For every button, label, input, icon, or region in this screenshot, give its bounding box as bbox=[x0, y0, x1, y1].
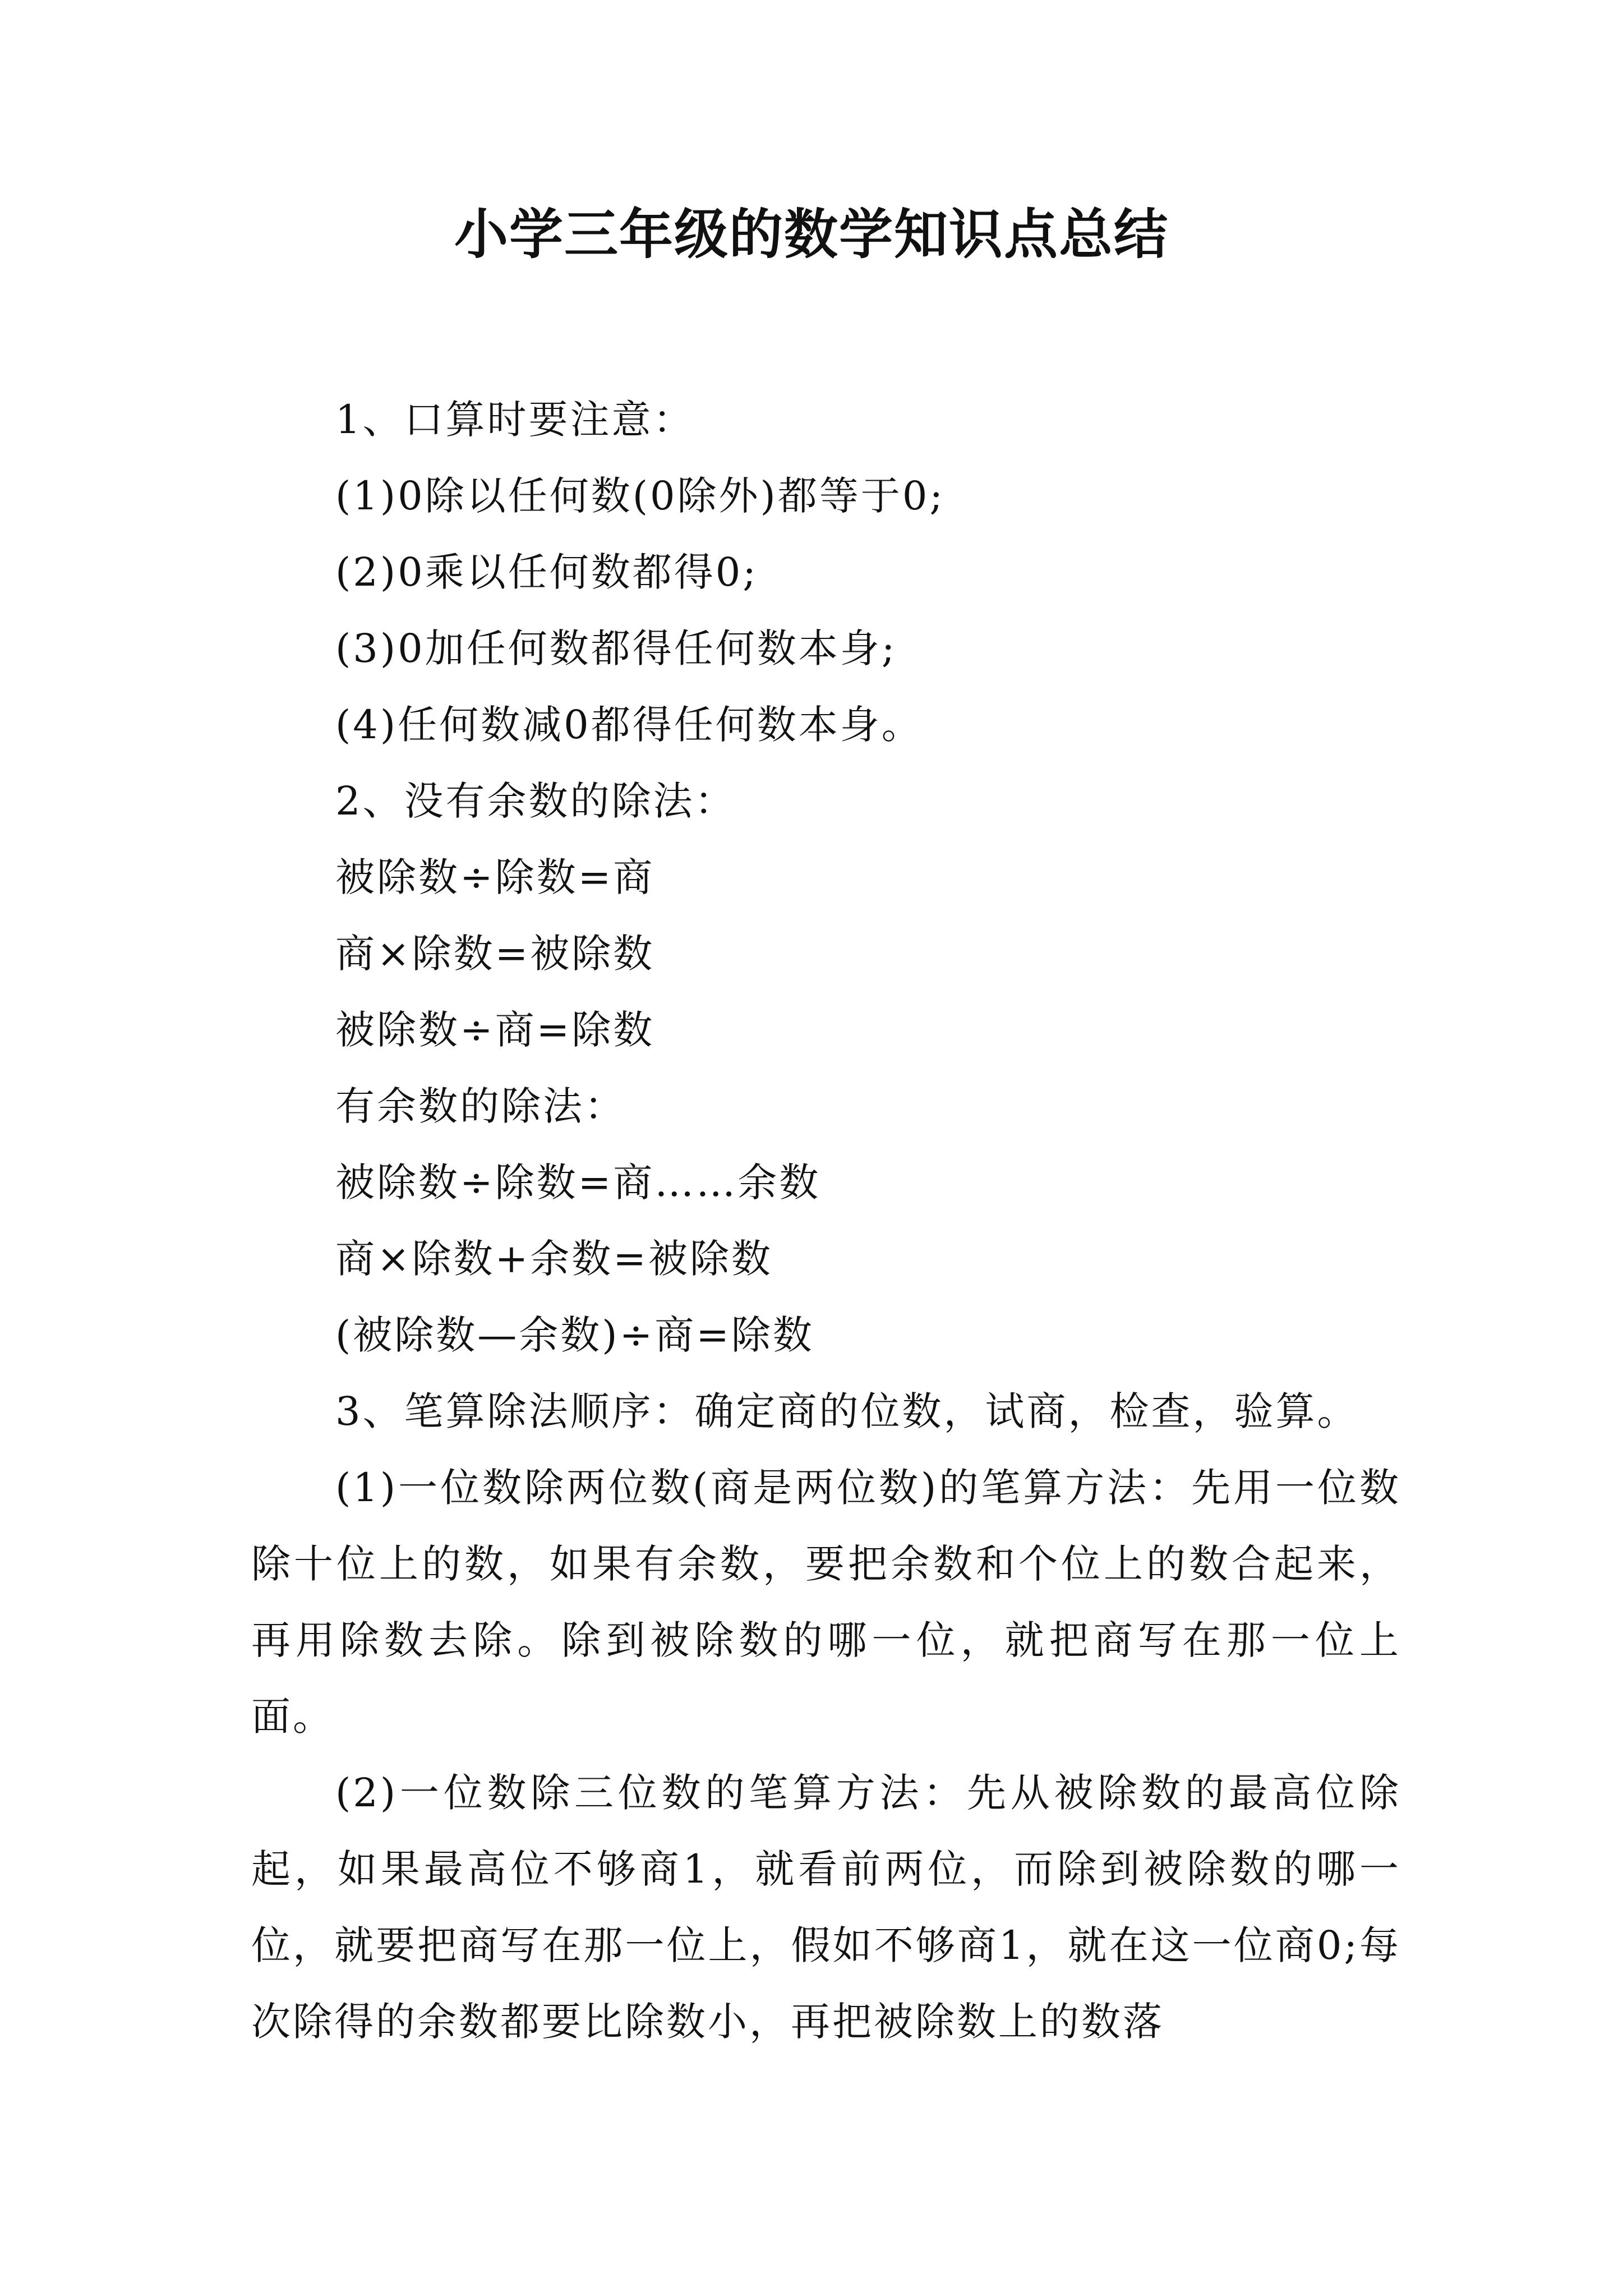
page-title: 小学三年级的数学知识点总结 bbox=[454, 203, 1169, 266]
text-line: 有余数的除法： bbox=[335, 1083, 626, 1129]
text-line: (被除数—余数)÷商=除数 bbox=[335, 1312, 814, 1358]
paragraph: (2)一位数除三位数的笔算方法：先从被除数的最高位除起，如果最高位不够商1，就看前两位，而除到被除数的哪一位，就要把商写在那一位上，假如不够商1，就在这一位商0;每次除得的余数都要比除数小，再把被除数上的数落 bbox=[251, 1770, 1401, 2045]
text-line: 1、口算时要注意： bbox=[335, 397, 695, 443]
text-line: (3)0加任何数都得任何数本身; bbox=[335, 625, 897, 671]
text-line: 被除数÷商=除数 bbox=[335, 1007, 655, 1053]
document-body bbox=[251, 381, 1401, 2060]
text-line: (2)0乘以任何数都得0; bbox=[335, 549, 758, 595]
text-line: 商×除数+余数=被除数 bbox=[335, 1236, 773, 1282]
text-line: 3、笔算除法顺序：确定商的位数，试商，检查，验算。 bbox=[335, 1388, 1359, 1434]
text-line: 被除数÷除数=商……余数 bbox=[335, 1159, 821, 1205]
paragraph: (1)一位数除两位数(商是两位数)的笔算方法：先用一位数除十位上的数，如果有余数，要把余数和个位上的数合起来，再用除数去除。除到被除数的哪一位，就把商写在那一位上面。 bbox=[251, 1465, 1401, 1740]
text-line: 被除数÷除数=商 bbox=[335, 854, 655, 900]
text-line: 商×除数=被除数 bbox=[335, 931, 655, 977]
text-line: (4)任何数减0都得任何数本身。 bbox=[335, 702, 923, 748]
text-line: (1)0除以任何数(0除外)都等于0; bbox=[335, 473, 945, 519]
text-line: 2、没有余数的除法： bbox=[335, 778, 736, 824]
